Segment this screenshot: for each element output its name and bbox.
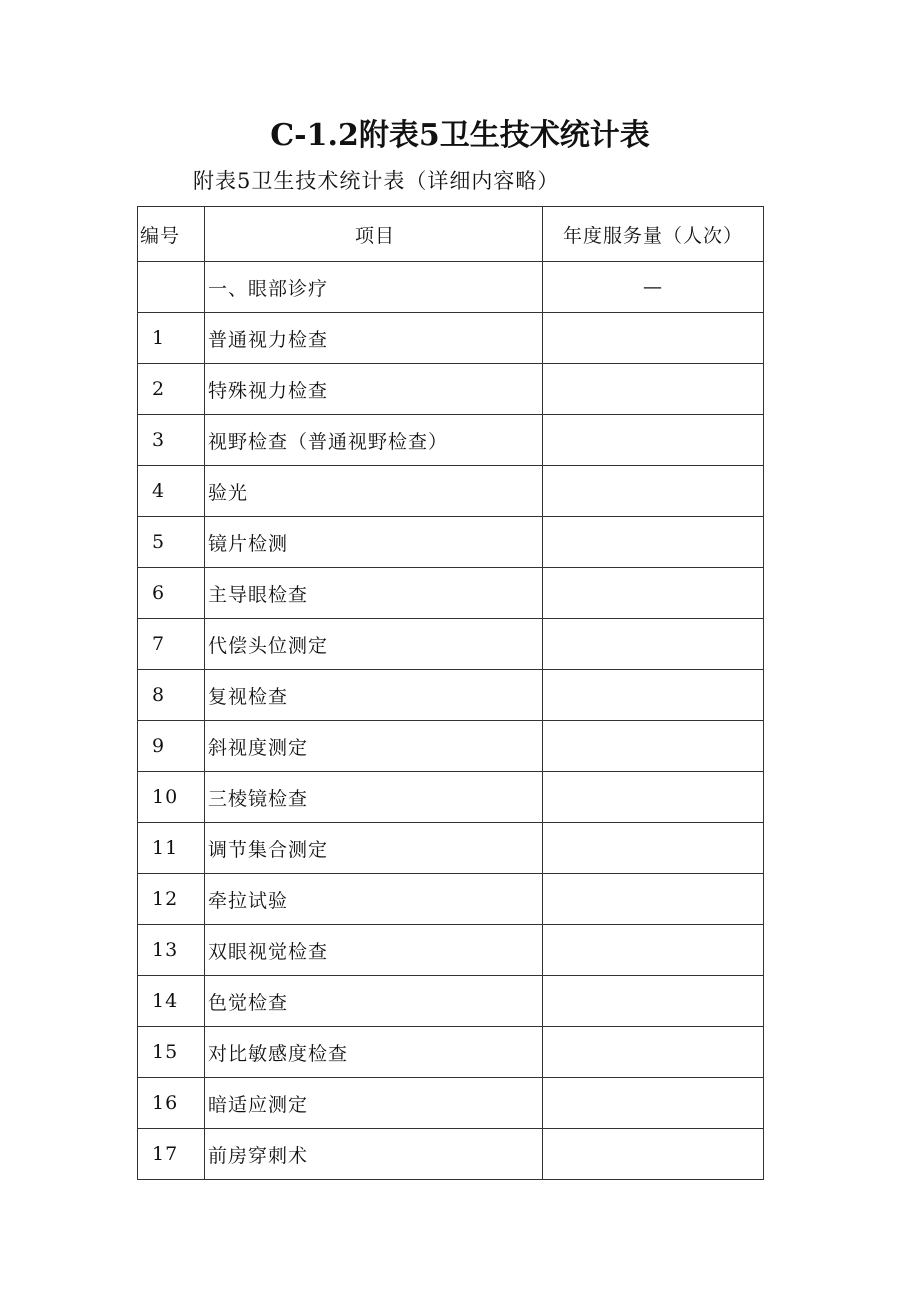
cell-number: 4 — [138, 466, 205, 517]
cell-annual-volume — [543, 721, 764, 772]
table-row — [138, 823, 764, 874]
table-row — [138, 466, 764, 517]
cell-number: 8 — [138, 670, 205, 721]
cell-item: 暗适应测定 — [205, 1078, 543, 1129]
table-row — [138, 517, 764, 568]
cell-item: 普通视力检查 — [205, 313, 543, 364]
cell-annual-volume — [543, 823, 764, 874]
cell-annual-volume — [543, 976, 764, 1027]
table-row — [138, 313, 764, 364]
table-caption: 附表5卫生技术统计表（详细内容略） — [193, 169, 560, 193]
cell-number: 14 — [138, 976, 205, 1027]
cell-annual-volume — [543, 466, 764, 517]
cell-item: 双眼视觉检查 — [205, 925, 543, 976]
table-row — [138, 772, 764, 823]
cell-annual-volume: — — [543, 262, 764, 313]
statistics-table — [137, 206, 764, 1180]
cell-annual-volume — [543, 517, 764, 568]
cell-annual-volume — [543, 1027, 764, 1078]
cell-number: 12 — [138, 874, 205, 925]
table-row — [138, 925, 764, 976]
header-annual-volume: 年度服务量（人次） — [543, 207, 764, 262]
cell-item: 斜视度测定 — [205, 721, 543, 772]
cell-item: 镜片检测 — [205, 517, 543, 568]
page-title: C-1.2附表5卫生技术统计表 — [270, 118, 650, 153]
table-row — [138, 976, 764, 1027]
cell-annual-volume — [543, 772, 764, 823]
table-header-row — [138, 207, 764, 262]
table-row — [138, 364, 764, 415]
table-row — [138, 670, 764, 721]
header-number: 编号 — [138, 207, 205, 262]
cell-item: 复视检查 — [205, 670, 543, 721]
cell-number: 7 — [138, 619, 205, 670]
cell-item: 代偿头位测定 — [205, 619, 543, 670]
table-body — [138, 262, 764, 1180]
cell-number: 2 — [138, 364, 205, 415]
cell-item: 调节集合测定 — [205, 823, 543, 874]
table-row — [138, 568, 764, 619]
cell-annual-volume — [543, 415, 764, 466]
cell-annual-volume — [543, 670, 764, 721]
cell-item: 三棱镜检查 — [205, 772, 543, 823]
table-row — [138, 721, 764, 772]
cell-item: 一、眼部诊疗 — [205, 262, 543, 313]
cell-number: 5 — [138, 517, 205, 568]
cell-number: 10 — [138, 772, 205, 823]
cell-number: 15 — [138, 1027, 205, 1078]
cell-number: 1 — [138, 313, 205, 364]
cell-annual-volume — [543, 313, 764, 364]
cell-annual-volume — [543, 1078, 764, 1129]
cell-annual-volume — [543, 925, 764, 976]
table-row — [138, 874, 764, 925]
table-row — [138, 415, 764, 466]
cell-annual-volume — [543, 568, 764, 619]
cell-annual-volume — [543, 874, 764, 925]
table-row — [138, 619, 764, 670]
cell-number: 16 — [138, 1078, 205, 1129]
cell-item: 验光 — [205, 466, 543, 517]
cell-item: 前房穿刺术 — [205, 1129, 543, 1180]
header-item: 项目 — [205, 207, 543, 262]
table-row — [138, 262, 764, 313]
cell-number: 9 — [138, 721, 205, 772]
cell-annual-volume — [543, 619, 764, 670]
cell-item: 主导眼检查 — [205, 568, 543, 619]
cell-number: 17 — [138, 1129, 205, 1180]
table-row — [138, 1129, 764, 1180]
cell-item: 牵拉试验 — [205, 874, 543, 925]
cell-annual-volume — [543, 364, 764, 415]
table-row — [138, 1027, 764, 1078]
cell-annual-volume — [543, 1129, 764, 1180]
cell-item: 对比敏感度检查 — [205, 1027, 543, 1078]
cell-item: 视野检查（普通视野检查） — [205, 415, 543, 466]
table-row — [138, 1078, 764, 1129]
cell-number: 3 — [138, 415, 205, 466]
cell-number: 11 — [138, 823, 205, 874]
cell-number — [138, 262, 205, 313]
cell-number: 6 — [138, 568, 205, 619]
cell-number: 13 — [138, 925, 205, 976]
cell-item: 特殊视力检查 — [205, 364, 543, 415]
cell-item: 色觉检查 — [205, 976, 543, 1027]
